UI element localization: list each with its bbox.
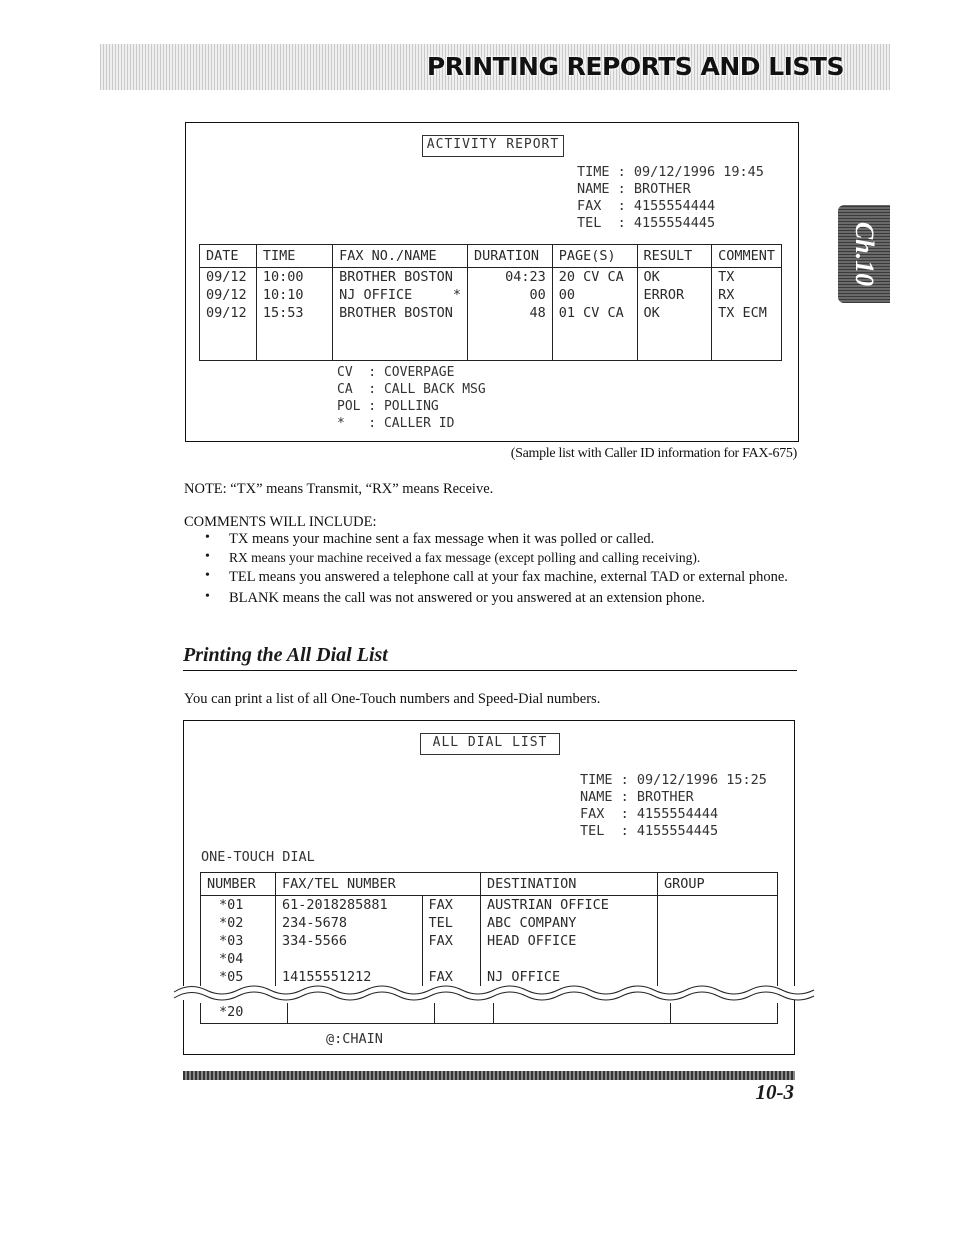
bullet-text: TEL means you answered a telephone call at your fax machine, external TAD or external phone. bbox=[229, 569, 788, 585]
one-touch-subheading: ONE-TOUCH DIAL bbox=[201, 849, 315, 865]
info-time: TIME : 09/12/1996 19:45 bbox=[577, 164, 764, 180]
section-heading: Printing the All Dial List bbox=[183, 644, 388, 666]
cell-destination: HEAD OFFICE bbox=[481, 932, 658, 950]
cell-number: *03 bbox=[201, 932, 276, 950]
cell-comment: TX bbox=[712, 268, 782, 287]
comments-list bbox=[205, 530, 800, 607]
cell-time: 10:10 bbox=[256, 286, 332, 304]
cell-result: OK bbox=[637, 304, 712, 322]
cell-date: 09/12 bbox=[200, 286, 257, 304]
cell-duration: 48 bbox=[468, 304, 553, 322]
cell-fax-name: BROTHER BOSTON bbox=[333, 304, 468, 322]
info-fax: FAX : 4155554444 bbox=[580, 806, 719, 822]
activity-report-title: ACTIVITY REPORT bbox=[422, 135, 564, 157]
page-header-title: PRINTING REPORTS AND LISTS bbox=[426, 52, 844, 81]
table-row bbox=[200, 304, 782, 322]
info-time: TIME : 09/12/1996 15:25 bbox=[580, 772, 767, 788]
all-dial-table bbox=[200, 872, 778, 986]
table-row bbox=[201, 896, 778, 915]
cell-pages: 20 CV CA bbox=[552, 268, 637, 287]
cell-type bbox=[422, 950, 481, 968]
table-row-empty bbox=[200, 322, 782, 360]
info-name: NAME : BROTHER bbox=[580, 789, 694, 805]
col-comment: COMMENT bbox=[712, 245, 782, 268]
cell-destination: NJ OFFICE bbox=[481, 968, 658, 986]
cell-time: 10:00 bbox=[256, 268, 332, 287]
cell-group bbox=[658, 896, 778, 915]
table-row bbox=[200, 286, 782, 304]
cell-pages: 00 bbox=[552, 286, 637, 304]
list-item bbox=[205, 549, 800, 567]
cell-group bbox=[658, 914, 778, 932]
comments-heading: COMMENTS WILL INCLUDE: bbox=[184, 514, 377, 530]
info-tel: TEL : 4155554445 bbox=[577, 215, 716, 231]
cell-date: 09/12 bbox=[200, 268, 257, 287]
col-group: GROUP bbox=[658, 873, 778, 896]
cell-result: ERROR bbox=[637, 286, 712, 304]
activity-legend bbox=[337, 364, 486, 432]
cell-duration: 00 bbox=[468, 286, 553, 304]
col-fax-name: FAX NO./NAME bbox=[333, 245, 468, 268]
cell-fax-tel bbox=[288, 1003, 435, 1024]
bullet-text: BLANK means the call was not answered or you answered at an extension phone. bbox=[229, 590, 705, 606]
cell-comment: RX bbox=[712, 286, 782, 304]
cell-destination bbox=[494, 1003, 671, 1024]
col-pages: PAGE(S) bbox=[552, 245, 637, 268]
chain-footnote: @:CHAIN bbox=[326, 1031, 383, 1047]
legend-ca: CA : CALL BACK MSG bbox=[337, 382, 486, 397]
cell-fax-tel: 14155551212 bbox=[276, 968, 423, 986]
page-number: 10-3 bbox=[755, 1080, 794, 1104]
legend-cv: CV : COVERPAGE bbox=[337, 365, 455, 380]
activity-report-info bbox=[577, 164, 764, 232]
col-result: RESULT bbox=[637, 245, 712, 268]
section-rule bbox=[183, 670, 797, 671]
cell-group bbox=[671, 1003, 778, 1024]
cell-type: FAX bbox=[422, 932, 481, 950]
cell-destination: ABC COMPANY bbox=[481, 914, 658, 932]
cell-duration: 04:23 bbox=[468, 268, 553, 287]
cell-fax-tel: 334-5566 bbox=[276, 932, 423, 950]
cell-group bbox=[658, 950, 778, 968]
bullet-text: RX means your machine received a fax message (except polling and calling receiving). bbox=[229, 550, 701, 565]
table-header-row bbox=[200, 245, 782, 268]
cell-destination: AUSTRIAN OFFICE bbox=[481, 896, 658, 915]
chapter-tab-label-wrap bbox=[838, 205, 890, 303]
activity-caption: (Sample list with Caller ID information for FAX-675) bbox=[510, 446, 797, 461]
cell-group bbox=[658, 932, 778, 950]
list-item bbox=[205, 589, 800, 607]
cell-type bbox=[435, 1003, 494, 1024]
col-duration: DURATION bbox=[468, 245, 553, 268]
col-fax-tel-number: FAX/TEL NUMBER bbox=[276, 873, 423, 896]
cell-type: TEL bbox=[422, 914, 481, 932]
cell-date: 09/12 bbox=[200, 304, 257, 322]
cell-number: *02 bbox=[201, 914, 276, 932]
cell-comment: TX ECM bbox=[712, 304, 782, 322]
cell-fax-tel: 61-2018285881 bbox=[276, 896, 423, 915]
cell-number: *05 bbox=[201, 968, 276, 986]
info-tel: TEL : 4155554445 bbox=[580, 823, 719, 839]
bullet-text: TX means your machine sent a fax message when it was polled or called. bbox=[229, 531, 655, 547]
cell-destination bbox=[481, 950, 658, 968]
chapter-tab-label: Ch.10 bbox=[850, 221, 879, 287]
legend-pol: POL : POLLING bbox=[337, 399, 439, 414]
cell-number: *01 bbox=[201, 896, 276, 915]
all-dial-list-info bbox=[580, 772, 767, 840]
note-text: NOTE: “TX” means Transmit, “RX” means Receive. bbox=[184, 481, 494, 497]
bullet-icon: • bbox=[205, 530, 210, 545]
table-header-row bbox=[201, 873, 778, 896]
all-dial-last-row bbox=[200, 1003, 778, 1024]
bullet-icon: • bbox=[205, 568, 210, 583]
activity-table bbox=[199, 244, 782, 361]
col-type bbox=[422, 873, 481, 896]
cell-type: FAX bbox=[422, 896, 481, 915]
list-item bbox=[205, 530, 800, 548]
cell-number: *04 bbox=[201, 950, 276, 968]
cell-number: *20 bbox=[201, 1003, 288, 1024]
col-destination: DESTINATION bbox=[481, 873, 658, 896]
table-row bbox=[201, 932, 778, 950]
col-number: NUMBER bbox=[201, 873, 276, 896]
list-item bbox=[205, 568, 800, 586]
table-row bbox=[201, 1003, 778, 1024]
cell-fax-name: NJ OFFICE * bbox=[333, 286, 468, 304]
info-fax: FAX : 4155554444 bbox=[577, 198, 716, 214]
cell-fax-name: BROTHER BOSTON bbox=[333, 268, 468, 287]
bullet-icon: • bbox=[205, 549, 210, 564]
cell-pages: 01 CV CA bbox=[552, 304, 637, 322]
table-row bbox=[201, 950, 778, 968]
section-intro: You can print a list of all One-Touch numbers and Speed-Dial numbers. bbox=[184, 691, 601, 707]
cell-fax-tel bbox=[276, 950, 423, 968]
legend-caller-id: * : CALLER ID bbox=[337, 416, 455, 431]
footer-bar bbox=[183, 1071, 795, 1080]
col-date: DATE bbox=[200, 245, 257, 268]
table-row bbox=[201, 914, 778, 932]
info-name: NAME : BROTHER bbox=[577, 181, 691, 197]
cell-time: 15:53 bbox=[256, 304, 332, 322]
all-dial-list-title: ALL DIAL LIST bbox=[420, 733, 560, 755]
table-row bbox=[200, 268, 782, 287]
cell-result: OK bbox=[637, 268, 712, 287]
bullet-icon: • bbox=[205, 589, 210, 604]
cell-type: FAX bbox=[422, 968, 481, 986]
cell-fax-tel: 234-5678 bbox=[276, 914, 423, 932]
col-time: TIME bbox=[256, 245, 332, 268]
